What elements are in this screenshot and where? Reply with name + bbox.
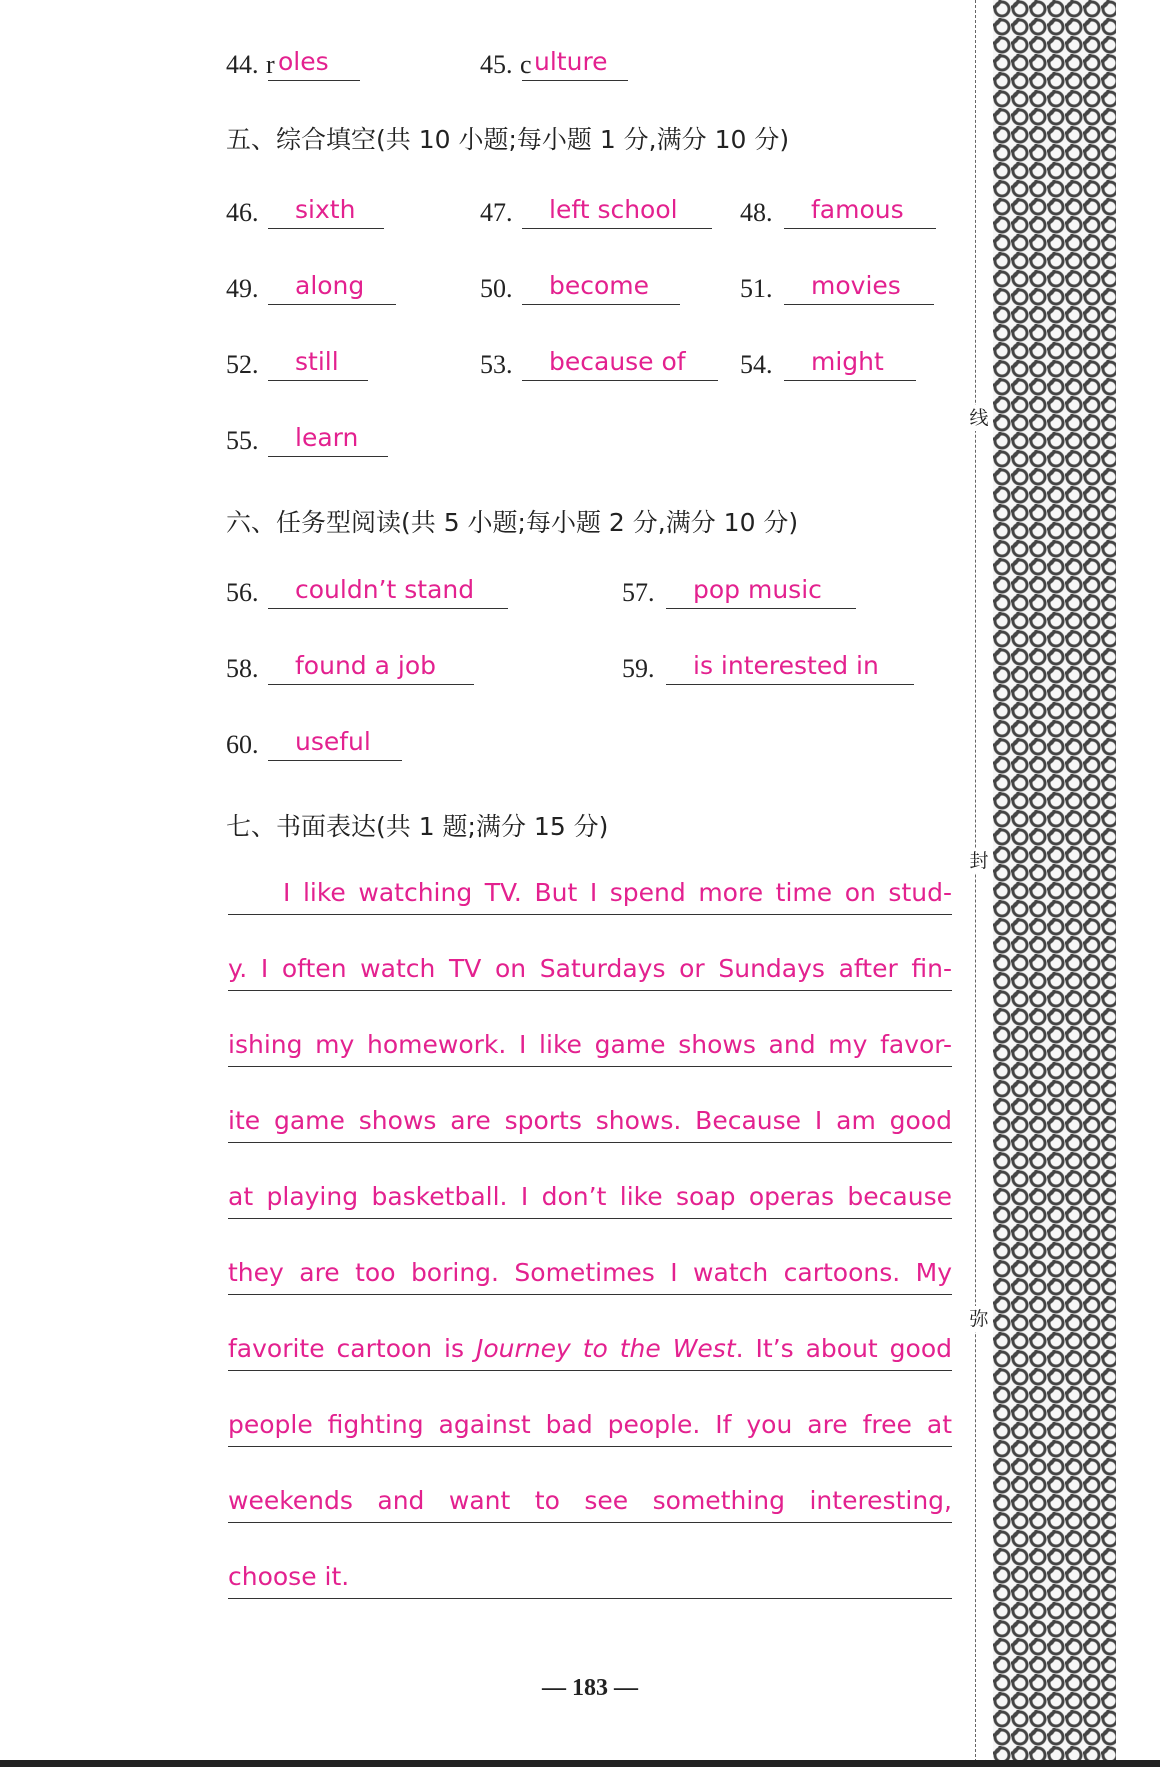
answer-blank [522,192,712,229]
composition-text: choose it. [228,1562,350,1591]
answer-item-44 [226,44,366,84]
cut-line [975,0,976,1767]
answer-text: pop music [693,575,822,604]
answer-prefix: c [520,50,532,79]
answer-text: along [295,271,365,300]
answer-text: couldn’t stand [295,575,475,604]
answer-row [226,420,526,460]
answer-blank [268,344,368,381]
page-number: — 183 — [542,1675,638,1701]
composition-line [228,1028,952,1067]
answer-text: because of [549,347,686,376]
question-number: 48. [740,198,773,227]
composition-line [228,1560,952,1599]
answer-blank [784,344,916,381]
answer-text: become [549,271,650,300]
decorative-pattern-strip [993,0,1116,1762]
margin-char-xian: 线 [969,407,989,429]
bottom-border-bar [0,1760,1160,1767]
composition-line [228,1104,952,1143]
question-number: 44. [226,50,259,79]
answer-blank [268,192,384,229]
margin-char-mi: 弥 [969,1308,989,1330]
question-number: 53. [480,350,513,379]
composition-line [228,876,952,915]
question-number: 50. [480,274,513,303]
question-number: 59. [622,654,655,683]
question-number: 45. [480,50,513,79]
question-number: 55. [226,426,259,455]
answer-blank [522,268,680,305]
composition-text: ite game shows are sports shows. Because I am good [228,1106,952,1135]
margin-char-feng: 封 [969,850,989,872]
answer-blank [268,724,402,761]
answer-text: sixth [295,195,356,224]
answer-text: left school [549,195,678,224]
composition-line [228,1484,952,1523]
question-number: 46. [226,198,259,227]
composition-text: ishing my homework. I like game shows and my favor- [228,1030,952,1059]
answer-row [226,268,966,308]
question-number: 54. [740,350,773,379]
answer-prefix: r [266,50,275,79]
question-number: 49. [226,274,259,303]
question-number: 56. [226,578,259,607]
answer-blank [784,268,934,305]
answer-blank [268,268,396,305]
composition-line [228,1256,952,1295]
composition-line [228,1332,952,1371]
answer-row-44-45 [226,44,726,84]
answer-blank [666,648,914,685]
answer-text: learn [295,423,359,452]
composition-line [228,952,952,991]
answer-row [226,572,966,612]
question-number: 60. [226,730,259,759]
composition-text: at playing basketball. I don’t like soap operas because [228,1182,952,1211]
composition-text: favorite cartoon is Journey to the West. It’s about good [228,1334,952,1363]
composition-line [228,1408,952,1447]
answer-blank [522,44,628,81]
answer-text: ulture [534,47,608,76]
answer-row [226,724,526,764]
answer-blank [666,572,856,609]
composition-text: people fighting against bad people. If you are free at [228,1410,952,1439]
composition-text: y. I often watch TV on Saturdays or Sundays after fin- [228,954,952,983]
answer-row [226,648,966,688]
answer-blank [268,420,388,457]
question-number: 47. [480,198,513,227]
answer-text: found a job [295,651,436,680]
answer-text: might [811,347,884,376]
answer-row [226,344,966,384]
answer-text: famous [811,195,904,224]
question-number: 51. [740,274,773,303]
answer-text: is interested in [693,651,879,680]
answer-blank [784,192,936,229]
answer-text: movies [811,271,901,300]
composition-text: they are too boring. Sometimes I watch cartoons. My [228,1258,952,1287]
answer-item-45 [480,44,680,84]
answer-row [226,192,966,232]
answer-blank [268,648,474,685]
composition-text: I like watching TV. But I spend more time on stud- [283,878,952,907]
section-6-heading: 六、任务型阅读(共 5 小题;每小题 2 分,满分 10 分) [226,508,799,537]
composition-line [228,1180,952,1219]
answer-blank [268,44,360,81]
section-5-heading: 五、综合填空(共 10 小题;每小题 1 分,满分 10 分) [226,125,790,154]
question-number: 57. [622,578,655,607]
composition-text: weekends and want to see something interesting, [228,1486,952,1515]
answer-blank [522,344,718,381]
section-7-heading: 七、书面表达(共 1 题;满分 15 分) [226,812,609,841]
question-number: 52. [226,350,259,379]
answer-text: useful [295,727,371,756]
answer-text: still [295,347,339,376]
answer-blank [268,572,508,609]
cartoon-title: Journey to the West [475,1334,736,1363]
question-number: 58. [226,654,259,683]
answer-text: oles [278,47,329,76]
